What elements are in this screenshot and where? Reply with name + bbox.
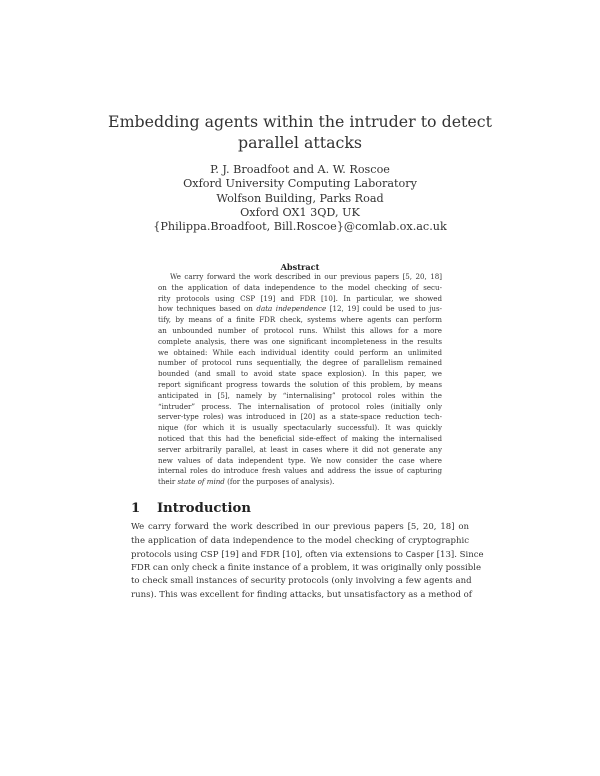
abstract-line: server arbitrarily parallel, at least in cases where it did not generate any [158,444,442,454]
intro-line [131,548,484,562]
abstract-heading: Abstract [280,262,320,272]
abstract-line-text: [12, 19] could be used to jus- [326,304,442,314]
abstract-line [158,477,442,488]
section-heading [131,501,251,516]
abstract-line: noticed that this had the beneficial side-effect of making the internalised [158,433,442,443]
intro-body [131,521,484,603]
title-line-2: parallel attacks [237,133,363,152]
abstract-line: tify, by means of a finite FDR check, systems where agents can perform [158,315,442,325]
intro-line-text: [13]. Since [433,550,484,561]
abstract-line [158,304,442,315]
intro-line: FDR can only check a finite instance of a problem, it was originally only possible [131,562,482,573]
casper-name: Casper [405,549,434,560]
intro-line: the application of data independence to the model checking of cryptographic [131,535,469,546]
paper-title [100,111,500,153]
abstract-body [158,272,442,488]
section-title: Introduction [157,501,251,516]
abstract-line: report significant progress towards the solution of this problem, by means [158,379,442,389]
abstract-emphasis: data independence [256,304,327,314]
abstract-line-text: how techniques based on [158,304,257,314]
intro-line-text: protocols using CSP [19] and FDR [10], often via extensions to [131,550,406,561]
abstract-line: rity protocols using CSP [19] and FDR [10]. In particular, we showed [158,293,442,303]
title-line-1: Embedding agents within the intruder to detect [108,112,492,131]
abstract-emphasis: state of mind [177,477,225,487]
abstract-line-text: (for the purposes of analysis). [224,477,335,487]
author-affiliation: Oxford University Computing Laboratory [183,177,417,191]
author-block [100,163,500,234]
abstract-line: We carry forward the work described in our previous papers [5, 20, 18] [170,272,442,281]
abstract-line: complete analysis, there was one significant incompleteness in the results [158,336,442,346]
abstract-line: we obtained: While each individual identity could perform an unlimited [158,347,442,357]
abstract-line: number of protocol runs sequentially, the degree of parallelism remained [158,358,442,368]
intro-line: runs). This was excellent for finding attacks, but unsatisfactory as a method of [131,589,472,600]
section-number: 1 [131,501,141,516]
abstract-line: new values of data independent type. We now consider the case where [158,455,442,465]
intro-line: We carry forward the work described in our previous papers [5, 20, 18] on [131,522,469,532]
author-city: Oxford OX1 3QD, UK [240,205,360,219]
abstract-line: “intruder” process. The internalisation of protocol roles (initially only [158,401,442,411]
author-building: Wolfson Building, Parks Road [216,191,384,205]
abstract-line: internal roles do introduce fresh values and address the issue of capturing [158,466,442,476]
abstract-line: on the application of data independence to the model checking of secu- [158,282,442,292]
author-names: P. J. Broadfoot and A. W. Roscoe [210,163,390,176]
abstract-line: server-type roles) was introduced in [20] as a state-space reduction tech- [158,412,442,422]
abstract-line: bounded (and small to avoid state space explosion). In this paper, we [158,369,442,379]
abstract-line-text: their [158,477,178,487]
intro-line: to check small instances of security protocols (only involving a few agents and [131,576,472,587]
abstract-line: nique (for which it is usually spectacularly successful). It was quickly [158,423,442,433]
author-emails: {Philippa.Broadfoot, Bill.Roscoe}@comlab.ox.ac.uk [153,220,447,234]
abstract-line: an unbounded number of protocol runs. Whilst this allows for a more [158,325,442,335]
abstract-line: anticipated in [5], namely by “internalising” protocol roles within the [158,390,442,400]
